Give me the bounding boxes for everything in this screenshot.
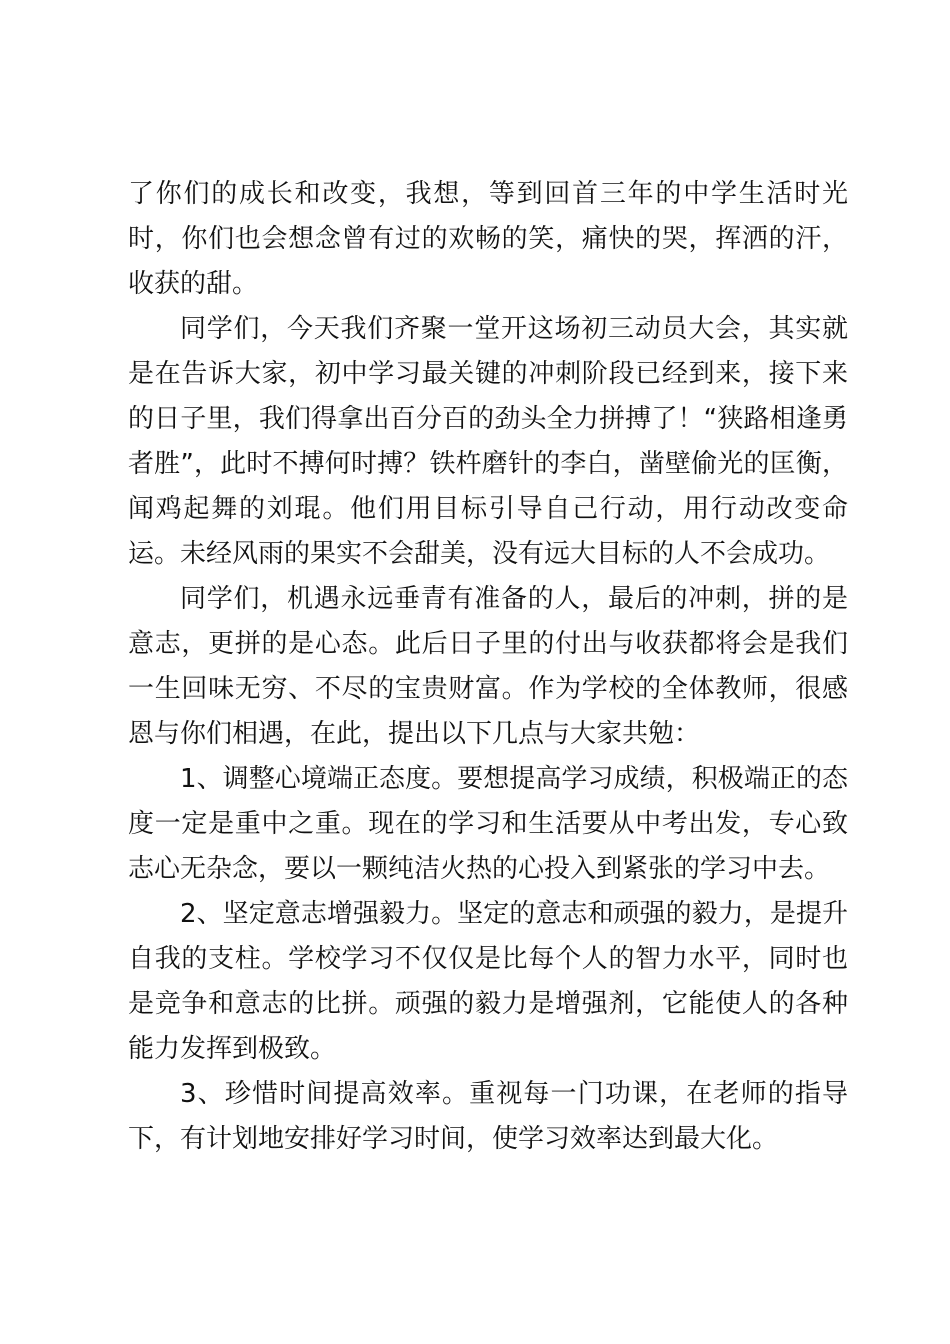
paragraph-continuation: 了你们的成长和改变，我想，等到回首三年的中学生活时光时，你们也会想念曾有过的欢畅的笑，痛快的哭，挥洒的汗，收获的甜。 <box>128 179 848 299</box>
paragraph-point-1: 1、调整心境端正态度。要想提高学习成绩，积极端正的态度一定是重中之重。现在的学习和生活要从中考出发，专心致志心无杂念，要以一颗纯洁火热的心投入到紧张的学习中去。 <box>128 764 848 884</box>
document-body <box>128 172 848 1162</box>
paragraph-mobilization-meeting: 同学们，今天我们齐聚一堂开这场初三动员大会，其实就是在告诉大家，初中学习最关键的冲刺阶段已经到来，接下来的日子里，我们得拿出百分百的劲头全力拼搏了！“狭路相逢勇者胜”，此时不搏何时搏？铁杵磨针的李白，凿壁偷光的匡衡，闻鸡起舞的刘琨。他们用目标引导自己行动，用行动改变命运。未经风雨的果实不会甜美，没有远大目标的人不会成功。 <box>128 314 848 569</box>
paragraph-point-2: 2、坚定意志增强毅力。坚定的意志和顽强的毅力，是提升自我的支柱。学校学习不仅仅是比每个人的智力水平，同时也是竞争和意志的比拼。顽强的毅力是增强剂，它能使人的各种能力发挥到极致。 <box>128 899 848 1064</box>
paragraph-point-3: 3、珍惜时间提高效率。重视每一门功课，在老师的指导下，有计划地安排好学习时间，使学习效率达到最大化。 <box>128 1079 848 1154</box>
paragraph-opportunity: 同学们，机遇永远垂青有准备的人，最后的冲刺，拼的是意志，更拼的是心态。此后日子里的付出与收获都将会是我们一生回味无穷、不尽的宝贵财富。作为学校的全体教师，很感恩与你们相遇，在此，提出以下几点与大家共勉： <box>128 584 848 749</box>
